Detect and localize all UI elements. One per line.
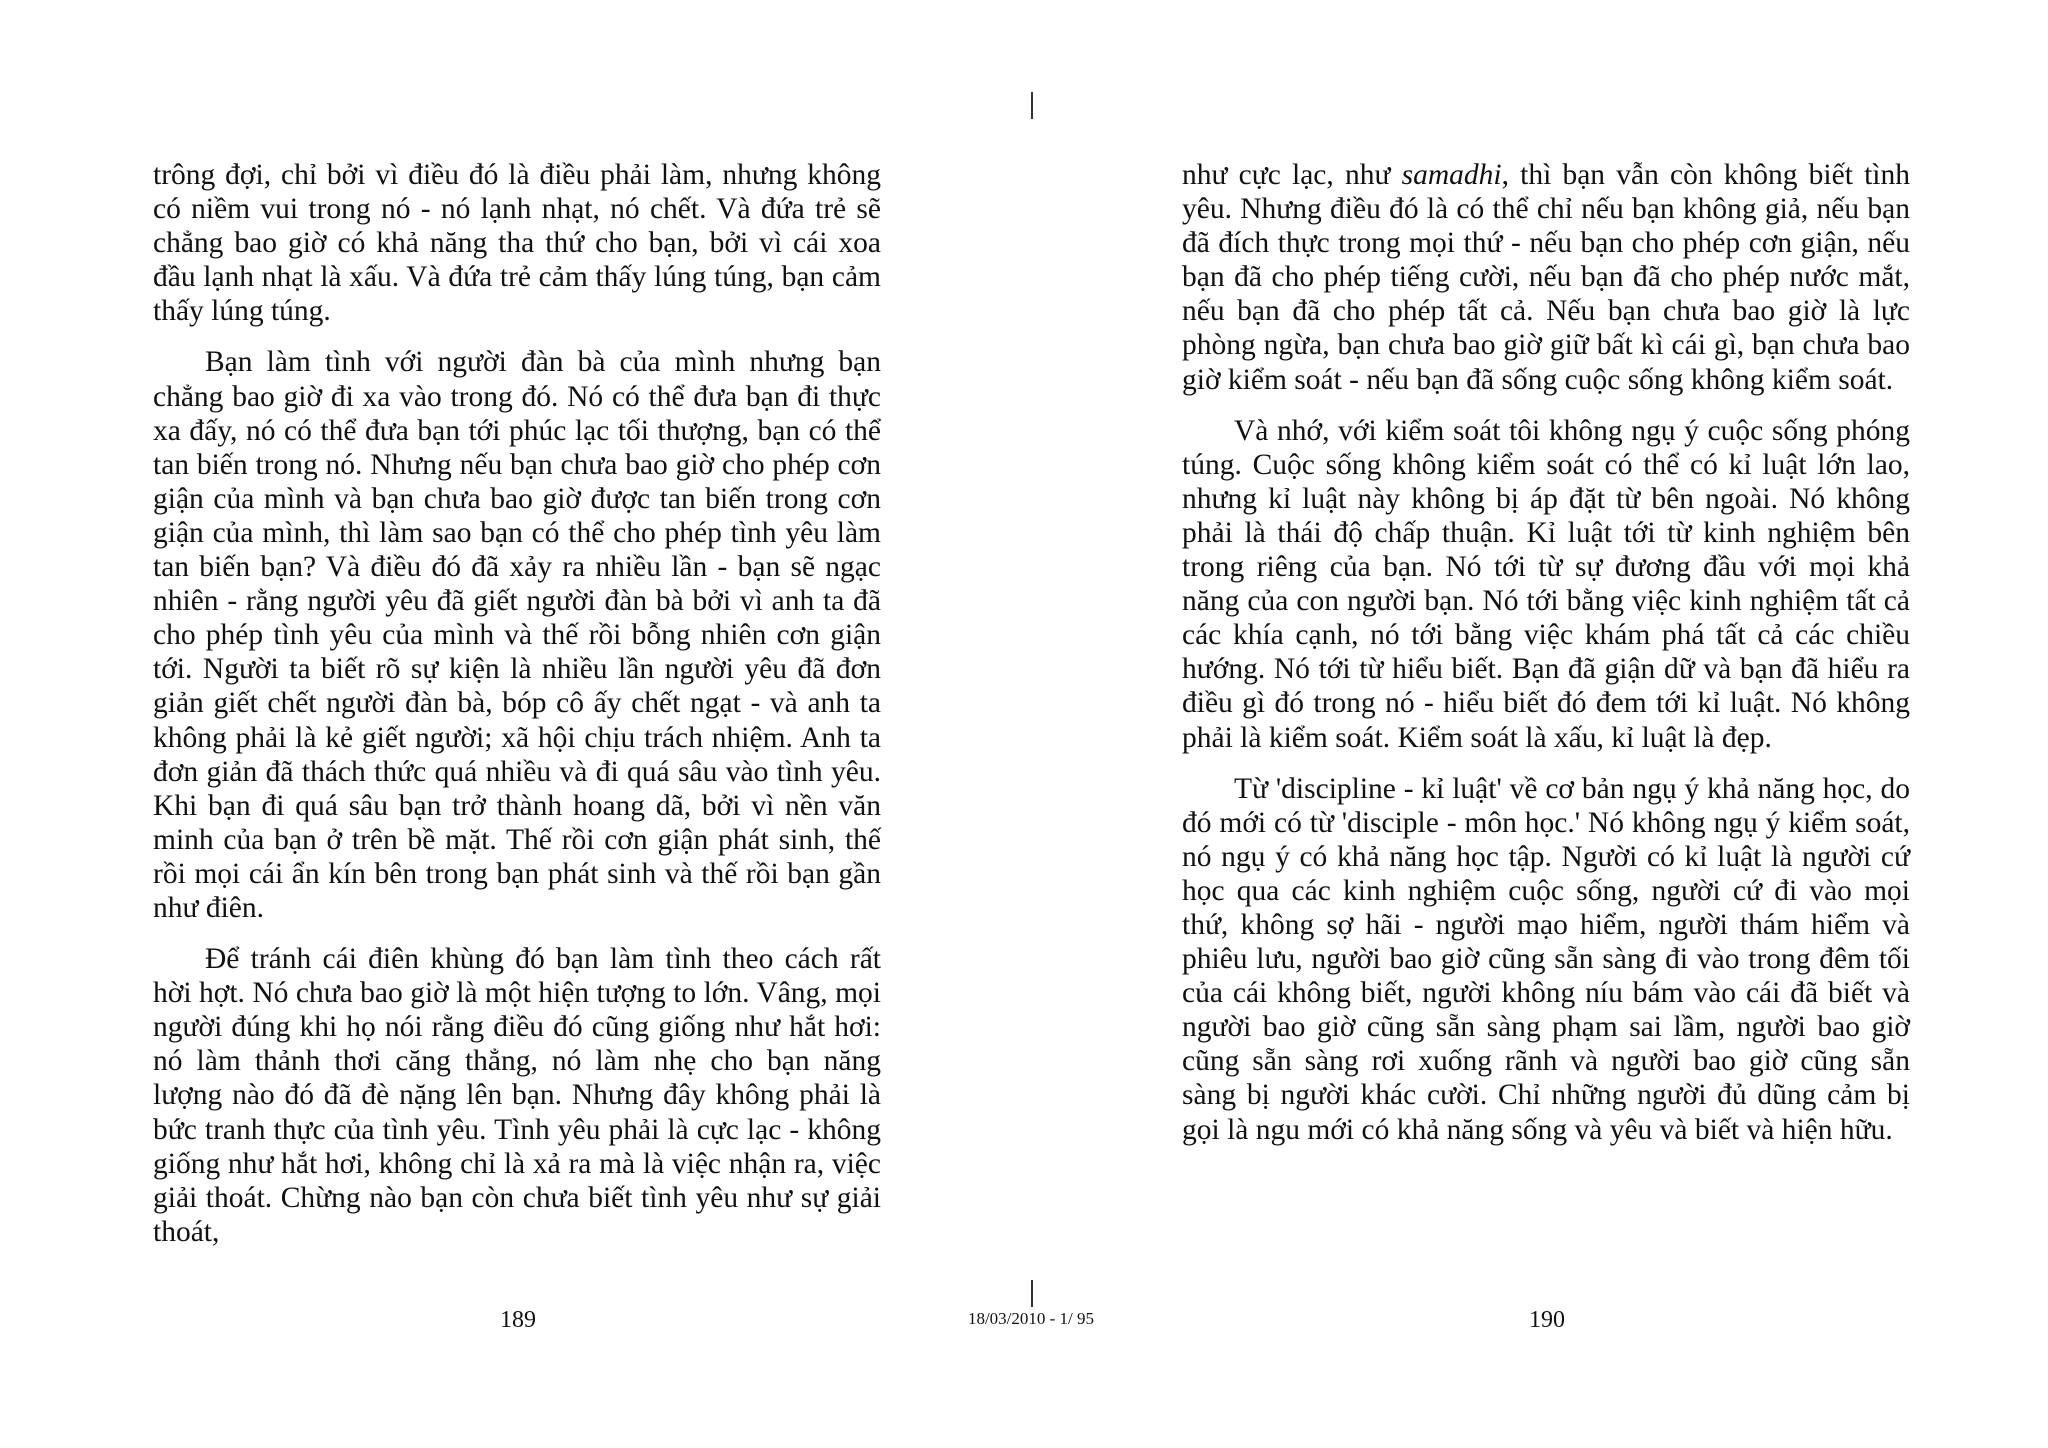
right-page-text (1182, 158, 1910, 1164)
page-number-left: 189 (500, 1307, 536, 1333)
gutter-crop-mark-bottom (1031, 1280, 1033, 1307)
right-paragraph-1 (1182, 158, 1910, 397)
left-paragraph-3: Để tránh cái điên khùng đó bạn làm tình theo cách rất hời hợt. Nó chưa bao giờ là một hiện tượng to lớn. Vâng, mọi người đúng khi họ nói rằng điều đó cũng giống như hắt hơi: nó làm thảnh thơi căng thẳng, nó làm nhẹ cho bạn năng lượng nào đó đã đè nặng lên bạn. Nhưng đây không phải là bức tranh thực của tình yêu. Tình yêu phải là cực lạc - không giống như hắt hơi, không chỉ là xả ra mà là việc nhận ra, việc giải thoát. Chừng nào bạn còn chưa biết tình yêu như sự giải thoát, (153, 943, 881, 1248)
left-paragraph-2: Bạn làm tình với người đàn bà của mình nhưng bạn chẳng bao giờ đi xa vào trong đó. Nó có thể đưa bạn đi thực xa đấy, nó có thể đưa bạn tới phúc lạc tối thượng, bạn có thể tan biến trong nó. Nhưng nếu bạn chưa bao giờ cho phép cơn giận của mình và bạn chưa bao giờ được tan biến trong cơn giận của mình, thì làm sao bạn có thể cho phép tình yêu làm tan biến bạn? Và điều đó đã xảy ra nhiều lần - bạn sẽ ngạc nhiên - rằng người yêu đã giết người đàn bà bởi vì anh ta đã cho phép tình yêu của mình và thế rồi bỗng nhiên cơn giận tới. Người ta biết rõ sự kiện là nhiều lần người yêu đã đơn giản giết chết người đàn bà, bóp cô ấy chết ngạt - và anh ta không phải là kẻ giết người; xã hội chịu trách nhiệm. Anh ta đơn giản đã thách thức quá nhiều và đi quá sâu vào tình yêu. Khi bạn đi quá sâu bạn trở thành hoang dã, bởi vì nền văn minh của bạn ở trên bề mặt. Thế rồi cơn giận phát sinh, thế rồi mọi cái ẩn kín bên trong bạn phát sinh và thế rồi bạn gần như điên. (153, 346, 881, 924)
right-paragraph-2: Và nhớ, với kiểm soát tôi không ngụ ý cuộc sống phóng túng. Cuộc sống không kiểm soát có thể có kỉ luật lớn lao, nhưng kỉ luật này không bị áp đặt từ bên ngoài. Nó không phải là thái độ chấp thuận. Kỉ luật tới từ kinh nghiệm bên trong riêng của bạn. Nó tới từ sự đương đầu với mọi khả năng của con người bạn. Nó tới bằng việc kinh nghiệm tất cả các khía cạnh, nó tới bằng việc khám phá tất cả các chiều hướng. Nó tới từ hiểu biết. Bạn đã giận dữ và bạn đã hiểu ra điều gì đó trong nó - hiểu biết đó đem tới kỉ luật. Nó không phải là kiểm soát. Kiểm soát là xấu, kỉ luật là đẹp. (1182, 414, 1910, 754)
left-paragraph-1: trông đợi, chỉ bởi vì điều đó là điều phải làm, nhưng không có niềm vui trong nó - nó lạnh nhạt, nó chết. Và đứa trẻ sẽ chẳng bao giờ có khả năng tha thứ cho bạn, bởi vì cái xoa đầu lạnh nhạt là xấu. Và đứa trẻ cảm thấy lúng túng, bạn cảm thấy lúng túng. (153, 159, 881, 328)
right-paragraph-1-rest: , thì bạn vẫn còn không biết tình yêu. Nhưng điều đó là có thể chỉ nếu bạn không giả, nếu bạn đã đích thực trong mọi thứ - nếu bạn cho phép cơn giận, nếu bạn đã cho phép tiếng cười, nếu bạn đã cho phép nước mắt, nếu bạn đã cho phép tất cả. Nếu bạn chưa bao giờ là lực phòng ngừa, bạn chưa bao giờ giữ bất kì cái gì, bạn chưa bao giờ kiểm soát - nếu bạn đã sống cuộc sống không kiểm soát. (1182, 159, 1910, 396)
gutter-crop-mark-top (1031, 92, 1033, 119)
left-page-text (153, 158, 881, 1266)
right-paragraph-3: Từ 'discipline - kỉ luật' về cơ bản ngụ ý khả năng học, do đó mới có từ 'disciple - môn học.' Nó không ngụ ý kiểm soát, nó ngụ ý có khả năng học tập. Người có kỉ luật là người cứ học qua các kinh nghiệm cuộc sống, người cứ đi vào mọi thứ, không sợ hãi - người mạo hiểm, người thám hiểm và phiêu lưu, người bao giờ cũng sẵn sàng đi vào trong đêm tối của cái không biết, người không níu bám vào cái đã biết và người bao giờ cũng sẵn sàng phạm sai lầm, người bao giờ cũng sẵn sàng rơi xuống rãnh và người bao giờ cũng sẵn sàng bị người khác cười. Chỉ những người đủ dũng cảm bị gọi là ngu mới có khả năng sống và yêu và biết và hiện hữu. (1182, 772, 1910, 1146)
page-number-right: 190 (1529, 1307, 1565, 1333)
print-date-stamp: 18/03/2010 - 1/ 95 (967, 1309, 1095, 1328)
samadhi-italic-term: samadhi (1401, 159, 1502, 191)
right-paragraph-1-start: như cực lạc, như (1182, 159, 1402, 191)
